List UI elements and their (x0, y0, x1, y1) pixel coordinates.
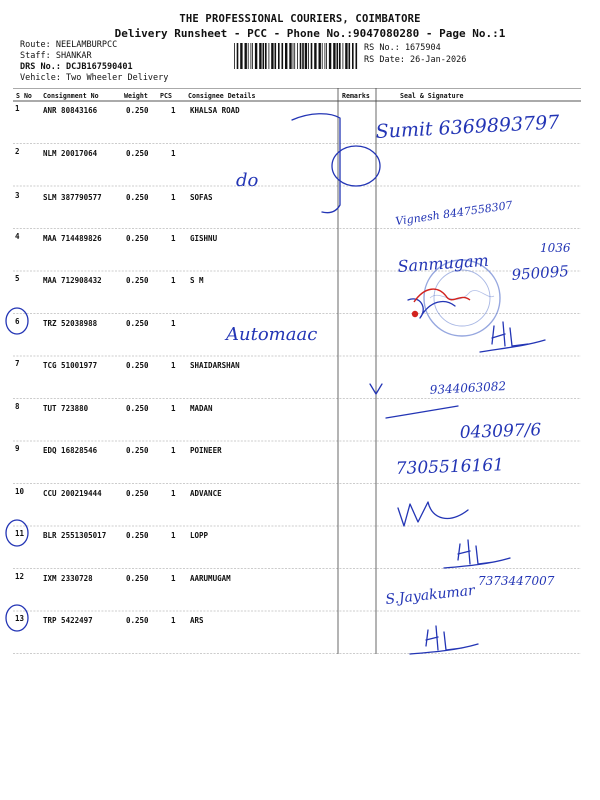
hw-signature-4-pin: 950095 (511, 262, 570, 284)
sno-cell: 10 (15, 486, 25, 496)
hw-signature-4-name: Sanmugam (396, 250, 490, 276)
barcode-bar (345, 43, 347, 69)
consignment-cell: TCG 51001977 (43, 361, 98, 370)
hw-row2-note: do (236, 170, 259, 191)
hw-row6-note: Automaac (226, 324, 318, 345)
consignment-cell: SLM 387790577 (43, 193, 102, 202)
pcs-cell: 1 (171, 446, 176, 455)
barcode-bar (322, 43, 323, 69)
barcode-bar (333, 43, 335, 69)
consignment-cell: TRZ 52038988 (43, 318, 98, 328)
sno-cell: 2 (15, 146, 20, 156)
hw-signature-12-num: 7373447007 (478, 574, 555, 588)
barcode-bar (337, 43, 339, 69)
weight-cell: 0.250 (126, 106, 149, 115)
consignment-cell: EDQ 16828546 (43, 446, 98, 455)
pcs-cell: 1 (171, 106, 176, 115)
consignment-cell: CCU 200219444 (43, 488, 102, 498)
sno-cell: 4 (15, 231, 20, 241)
hw-initials: HL (488, 346, 490, 347)
sno-cell: 9 (15, 444, 20, 453)
weight-cell: 0.250 (126, 488, 149, 498)
consignee-cell: SOFAS (190, 193, 213, 202)
barcode-bar (252, 43, 253, 69)
barcode-bar (302, 43, 304, 69)
pcs-cell: 1 (171, 276, 176, 285)
consignee-cell: ARS (190, 616, 204, 625)
pcs-cell: 1 (171, 531, 176, 540)
weight-cell: 0.250 (126, 233, 149, 243)
barcode-bar (311, 43, 313, 69)
col-header-sno: S No (16, 92, 32, 100)
col-header-weight: Weight (124, 92, 148, 100)
barcode-bar (269, 43, 270, 69)
vehicle-label: Vehicle: Two Wheeler Delivery (20, 73, 169, 83)
barcode-bar (278, 43, 280, 69)
pcs-cell: 1 (171, 488, 176, 498)
barcode-bar (255, 43, 257, 69)
rs-number: RS No.: 1675904 (364, 43, 441, 53)
barcode-bar (240, 43, 242, 69)
route-label: Route: NEELAMBURPCC (20, 40, 118, 50)
consignee-cell: ADVANCE (190, 488, 222, 498)
consignment-cell: TUT 723880 (43, 403, 89, 413)
pcs-cell: 1 (171, 193, 176, 202)
consignee-cell: MADAN (190, 403, 213, 413)
col-header-signature: Seal & Signature (400, 92, 464, 100)
barcode-bar (234, 43, 235, 69)
barcode-bar (339, 43, 341, 69)
hw-signature-8: 043097/6 (459, 420, 542, 443)
weight-cell: 0.250 (126, 616, 149, 625)
consignment-cell: BLR 2551305017 (43, 531, 107, 540)
barcode-bar (300, 43, 302, 69)
barcode-bar (325, 43, 326, 69)
consignee-cell: KHALSA ROAD (190, 106, 240, 115)
pcs-cell: 1 (171, 148, 176, 158)
weight-cell: 0.250 (126, 193, 149, 202)
pcs-cell: 1 (171, 233, 176, 243)
weight-cell: 0.250 (126, 276, 149, 285)
sno-cell: 3 (15, 191, 20, 200)
consignment-cell: TRP 5422497 (43, 616, 93, 625)
consignment-cell: NLM 20017064 (43, 148, 98, 158)
pcs-cell: 1 (171, 361, 176, 370)
weight-cell: 0.250 (126, 148, 149, 158)
sno-cell: 11 (15, 529, 25, 538)
pcs-cell: 1 (171, 616, 176, 625)
barcode-bar (263, 43, 265, 69)
hw-signature-3: Vignesh 8447558307 (394, 198, 514, 228)
pcs-cell: 1 (171, 573, 176, 583)
barcode-bar (259, 43, 261, 69)
table-grid (13, 88, 581, 654)
sno-cell: 7 (15, 359, 20, 368)
weight-cell: 0.250 (126, 318, 149, 328)
sno-cell: 5 (15, 274, 20, 283)
hw-signature-1: Sumit 6369893797 (375, 111, 560, 143)
barcode-bar (356, 43, 358, 69)
col-header-consignment: Consignment No (43, 92, 99, 100)
barcode-bar (237, 43, 239, 69)
sno-cell: 6 (15, 316, 20, 326)
hw-signature-9: 7305516161 (395, 455, 505, 479)
col-header-consignee: Consignee Details (188, 92, 256, 100)
consignee-cell: SHAIDARSHAN (190, 361, 240, 370)
barcode-bar (282, 43, 284, 69)
consignee-cell: LOPP (190, 531, 209, 540)
weight-cell: 0.250 (126, 361, 149, 370)
weight-cell: 0.250 (126, 403, 149, 413)
barcode-bar (352, 43, 354, 69)
runsheet-title: Delivery Runsheet - PCC - Phone No.:9047080280 - Page No.:1 (114, 27, 506, 40)
barcode-bar (314, 43, 316, 69)
col-header-pcs: PCS (160, 92, 172, 100)
hw-signature-4-num: 1036 (540, 241, 571, 255)
consignment-cell: IXM 2330728 (43, 573, 93, 583)
sno-cell: 1 (15, 104, 20, 113)
barcode-image (232, 43, 360, 69)
weight-cell: 0.250 (126, 531, 149, 540)
weight-cell: 0.250 (126, 573, 149, 583)
barcode-bar (251, 43, 252, 69)
pcs-cell: 1 (171, 403, 176, 413)
drs-label: DRS No.: DCJB167590401 (20, 62, 133, 72)
rs-date: RS Date: 26-Jan-2026 (364, 55, 467, 65)
barcode-bar (297, 43, 298, 69)
consignment-cell: MAA 714489826 (43, 233, 102, 243)
consignee-cell: POINEER (190, 446, 222, 455)
barcode-bar (329, 43, 331, 69)
barcode-bar (293, 43, 294, 69)
sno-cell: 13 (15, 614, 25, 623)
col-header-remarks: Remarks (342, 92, 370, 100)
hw-signature-12-name: S.Jayakumar (384, 582, 476, 608)
barcode-bar (326, 43, 327, 69)
sno-cell: 8 (15, 401, 20, 411)
consignee-cell: GISHNU (190, 233, 218, 243)
consignee-cell: AARUMUGAM (190, 573, 231, 583)
sno-cell: 12 (15, 571, 25, 581)
hw-signature-7: 9344063082 (429, 379, 507, 397)
company-title: THE PROFESSIONAL COURIERS, COIMBATORE (179, 13, 421, 25)
barcode-bar (285, 43, 287, 69)
barcode-bar (308, 43, 309, 69)
weight-cell: 0.250 (126, 446, 149, 455)
barcode-bar (319, 43, 321, 69)
barcode-bar (265, 43, 267, 69)
barcode-bar (305, 43, 307, 69)
pcs-cell: 1 (171, 318, 176, 328)
barcode-bar (275, 43, 277, 69)
barcode-bar (294, 43, 295, 69)
barcode-bar (245, 43, 247, 69)
barcode-bar (271, 43, 273, 69)
barcode-bar (343, 43, 344, 69)
barcode-bar (289, 43, 291, 69)
consignment-cell: MAA 712908432 (43, 276, 102, 285)
consignee-cell: S M (190, 276, 204, 285)
consignment-cell: ANR 80843166 (43, 106, 98, 115)
staff-label: Staff: SHANKAR (20, 51, 92, 61)
barcode-bar (248, 43, 249, 69)
barcode-bar (349, 43, 351, 69)
